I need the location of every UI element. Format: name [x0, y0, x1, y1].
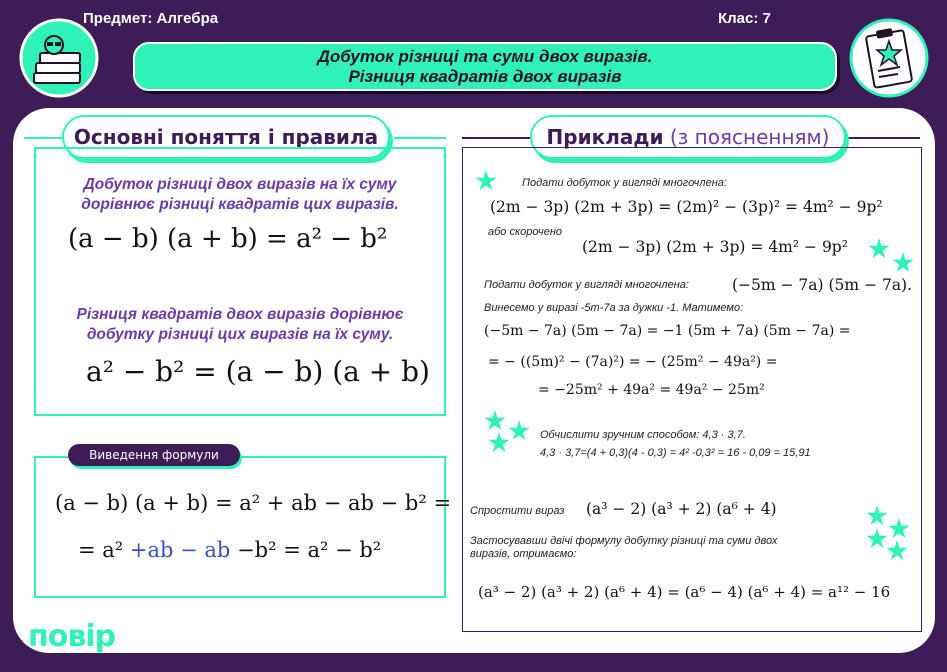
example-3-calculation: 4,3 · 3,7=(4 + 0,3)(4 - 0,3) = 4² -0,3² = 16 - 0,09 = 15,91 [540, 447, 811, 459]
examples-title-bold: Приклади [546, 125, 664, 149]
examples-title-rest: (з поясненням) [663, 125, 830, 149]
divider [394, 137, 446, 139]
formula-1: (a − b) (a + b) = a² − b² [68, 224, 388, 254]
example-4-note-2: виразів, отримаємо: [470, 548, 577, 560]
derivation-line-2 [78, 538, 381, 562]
derivation-line-2-start: = a² [78, 538, 124, 562]
example-1-line-1: (2m − 3p) (2m + 3p) = (2m)² − (3p)² = 4m² − 9p² [490, 198, 883, 216]
divider [24, 137, 64, 139]
derivation-tag: Виведення формули [68, 444, 240, 466]
example-2-line-1: (−5m − 7a) (5m − 7a) = −1 (5m + 7a) (5m − 7a) = [484, 323, 851, 339]
example-3-hint: Обчислити зручним способом: 4,3 · 3,7. [540, 429, 746, 441]
subject-label: Предмет: Алгебра [83, 10, 219, 27]
example-4-expression: (a³ − 2) (a³ + 2) (a⁶ + 4) [586, 500, 777, 518]
logo [28, 619, 116, 654]
title-line-1: Добуток різниці та суми двох виразів. [317, 46, 653, 66]
example-2-line-2: = − ((5m)² − (7a)²) = − (25m² − 49a²) = [488, 354, 778, 370]
derivation-line-1: (a − b) (a + b) = a² + ab − ab − b² = [55, 491, 452, 515]
title-line-2: Різниця квадратів двох виразів [348, 66, 622, 86]
example-1-hint: Подати добуток у вигляді многочлена: [522, 177, 727, 189]
derivation-line-2-end: −b² = a² − b² [237, 538, 382, 562]
divider [462, 137, 530, 139]
rule-1: Добуток різниці двох виразів на їх суму дорівнює різниці квадратів цих виразів. [81, 176, 399, 213]
divider [848, 137, 920, 139]
cancelled-terms: +ab − ab [129, 538, 231, 562]
rule-2: Різниця квадратів двох виразів дорівнює добутку різниці цих виразів на їх суму. [76, 306, 404, 343]
example-2-line-3: = −25m² + 49a² = 49a² − 25m² [538, 382, 765, 398]
example-1-line-2: (2m − 3p) (2m + 3p) = 4m² − 9p² [582, 238, 848, 256]
derivation-panel [34, 456, 446, 598]
grade-label: Клас: 7 [718, 10, 771, 27]
clipboard-icon [848, 17, 930, 99]
title-banner [133, 42, 837, 91]
example-4-hint: Спростити вираз [470, 505, 565, 517]
example-2-expression: (−5m − 7a) (5m − 7a). [732, 276, 913, 294]
formula-2: a² − b² = (a − b) (a + b) [86, 355, 430, 388]
example-2-hint: Подати добуток у вигляді многочлена: [484, 279, 689, 291]
example-1-or: або скорочено [488, 226, 563, 238]
example-4-note-1: Застосувавши двічі формулу добутку різниці та суми двох [470, 535, 778, 547]
section-title-rules: Основні поняття і правила [62, 115, 390, 159]
example-4-result: (a³ − 2) (a³ + 2) (a⁶ + 4) = (a⁶ − 4) (a⁶ + 4) = a¹² − 16 [478, 583, 891, 601]
example-2-note: Винесемо у виразі -5m-7a за дужки -1. Матимемо: [484, 302, 744, 314]
logo-text: повір [28, 619, 116, 654]
books-icon [18, 17, 100, 99]
